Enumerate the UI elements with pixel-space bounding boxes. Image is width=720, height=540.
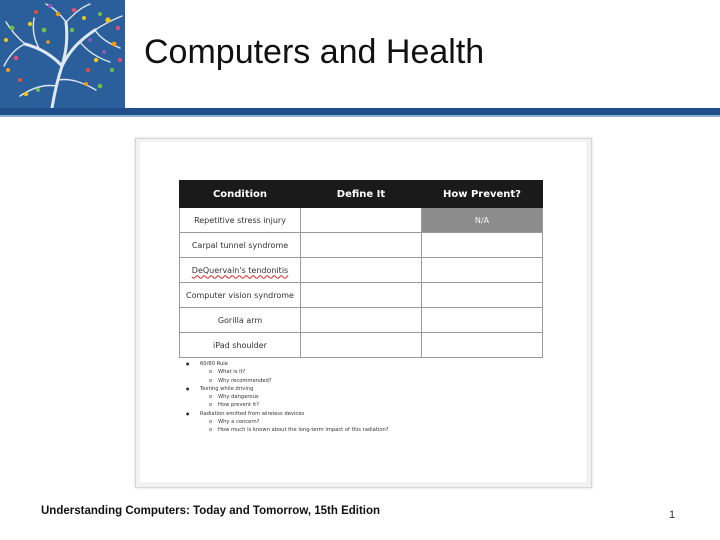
list-subitem: o What is it?	[182, 368, 389, 376]
list-subitem: o Why a concern?	[182, 418, 389, 426]
conditions-table	[179, 180, 543, 358]
condition-cell: iPad shoulder	[180, 333, 301, 358]
title-divider-accent	[0, 115, 720, 117]
define-cell	[301, 308, 422, 333]
define-cell	[301, 208, 422, 233]
table-row	[180, 308, 543, 333]
prevent-cell: N/A	[422, 208, 543, 233]
condition-cell: Carpal tunnel syndrome	[180, 233, 301, 258]
page-number: 1	[669, 509, 676, 521]
tree-illustration	[0, 0, 125, 108]
slide-title: Computers and Health	[144, 33, 485, 71]
condition-cell: Computer vision syndrome	[180, 283, 301, 308]
table-row	[180, 283, 543, 308]
prevent-cell	[422, 258, 543, 283]
condition-cell	[180, 258, 301, 283]
list-item: ● Radiation emitted from wireless devices	[182, 410, 389, 418]
document-screenshot	[135, 138, 592, 488]
condition-text: DeQuervain's tendonitis	[191, 265, 289, 275]
header-define-it: Define It	[301, 181, 422, 208]
list-subitem: o Why dangerous	[182, 393, 389, 401]
define-cell	[301, 333, 422, 358]
condition-cell: Repetitive stress injury	[180, 208, 301, 233]
table-row	[180, 208, 543, 233]
condition-cell: Gorilla arm	[180, 308, 301, 333]
list-item: ● Texting while driving	[182, 385, 389, 393]
document-page	[140, 142, 586, 482]
list-subitem: o Why recommended?	[182, 377, 389, 385]
header-condition: Condition	[180, 181, 301, 208]
define-cell	[301, 258, 422, 283]
table-header-row	[180, 181, 543, 208]
notes-list	[182, 360, 389, 435]
table-row	[180, 258, 543, 283]
prevent-cell	[422, 308, 543, 333]
tree-logo-image	[0, 0, 125, 108]
footer-text: Understanding Computers: Today and Tomorrow, 15th Edition	[41, 505, 381, 517]
define-cell	[301, 283, 422, 308]
prevent-cell	[422, 233, 543, 258]
list-item: ● 60/60 Rule	[182, 360, 389, 368]
list-subitem: o How prevent it?	[182, 401, 389, 409]
define-cell	[301, 233, 422, 258]
prevent-cell	[422, 283, 543, 308]
list-subitem: o How much is known about the long-term impact of this radiation?	[182, 426, 389, 434]
table-row	[180, 333, 543, 358]
header-how-prevent: How Prevent?	[422, 181, 543, 208]
prevent-cell	[422, 333, 543, 358]
title-divider	[0, 108, 720, 115]
table-row	[180, 233, 543, 258]
